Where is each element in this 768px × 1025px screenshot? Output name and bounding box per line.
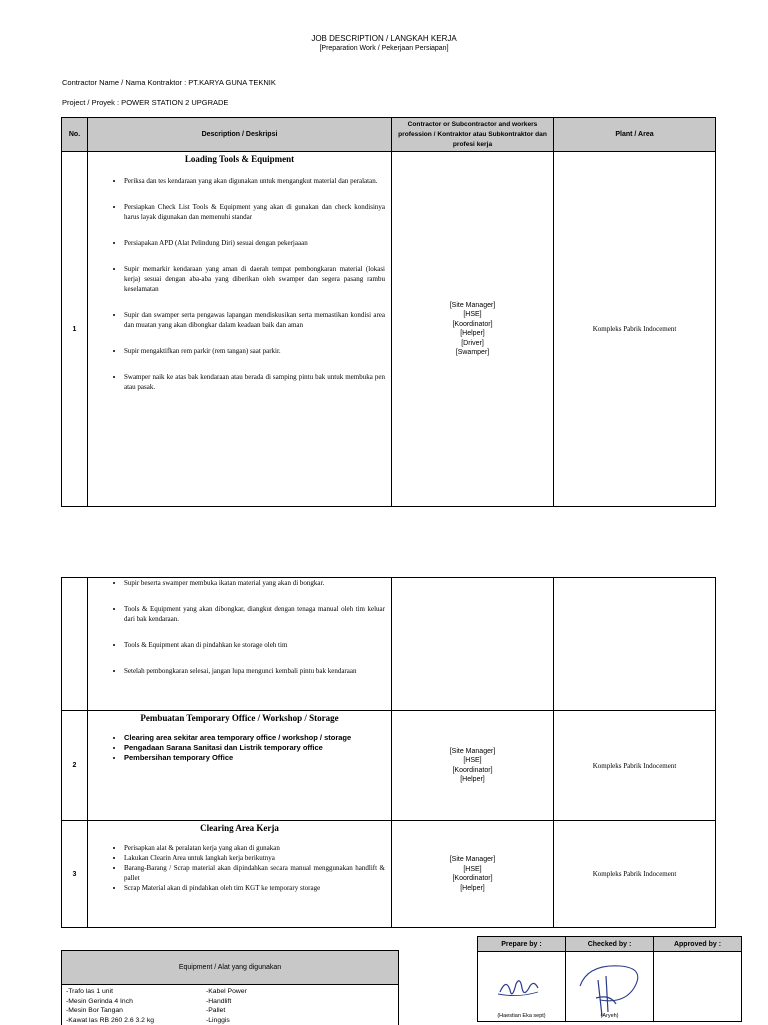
list-item: • Barang-Barang / Scrap material akan dipindahkan secara manual menggunakan handlift & pallet xyxy=(124,863,385,883)
equipment-list-right xyxy=(206,987,247,1025)
job-table xyxy=(61,117,716,507)
approved-signature-cell xyxy=(654,952,742,1022)
row-number: 2 xyxy=(62,711,88,821)
roles-cell xyxy=(392,821,554,928)
role-label: [Koordinator] xyxy=(392,320,553,330)
section-title: Loading Tools & Equipment xyxy=(88,154,391,164)
document-subtitle: [Preparation Work / Pekerjaan Persiapan] xyxy=(0,45,768,52)
plant-cell: Kompleks Pabrik Indocement xyxy=(554,711,716,821)
checked-signer-name: (Aryeh) xyxy=(566,1013,653,1019)
list-item: • Supir dan swamper serta pengawas lapangan mendiskusikan serta memastikan kondisi area dan muatan yang akan dibongkar dalam keadaan baik dan aman xyxy=(124,310,385,330)
prepare-signature xyxy=(478,952,566,1022)
list-item: • Persiapakan APD (Alat Pelindung Diri) sesuai dengan pekerjaaan xyxy=(124,238,385,248)
list-item: • Tools & Equipment akan di pindahkan ke storage oleh tim xyxy=(124,640,385,650)
job-table-continued xyxy=(61,577,716,928)
list-item: • Setelah pembongkaran selesai, jangan lupa mengunci kembali pintu bak kendaraan xyxy=(124,666,385,676)
list-item: • Perisapkan alat & peralatan kerja yang akan di gunakan xyxy=(124,843,385,853)
list-item: • Supir beserta swamper membuka ikatan material yang akan di bongkar. xyxy=(124,578,385,588)
equipment-item: -Pallet xyxy=(206,1006,247,1016)
roles-cell xyxy=(392,152,554,507)
list-item: • Clearing area sekitar area temporary office / workshop / storage xyxy=(124,733,385,743)
prepare-signer-name: (Haestian Eka sept) xyxy=(478,1013,565,1019)
role-label: [Site Manager] xyxy=(392,301,553,311)
approved-by-label: Approved by : xyxy=(654,937,742,952)
signoff-table xyxy=(477,936,742,1022)
contractor-name: Contractor Name / Nama Kontraktor : PT.KARYA GUNA TEKNIK xyxy=(62,78,276,87)
checked-signature-cell xyxy=(566,952,654,1022)
equipment-item: -Handlift xyxy=(206,997,247,1007)
row-number: 3 xyxy=(62,821,88,928)
equipment-item: -Kawat las RB 260 2.6 3.2 kg xyxy=(66,1016,154,1025)
table-row xyxy=(62,711,716,821)
section-title: Pembuatan Temporary Office / Workshop / Storage xyxy=(88,713,391,723)
table-row xyxy=(62,821,716,928)
header-no: No. xyxy=(62,118,88,152)
role-label: [Koordinator] xyxy=(392,766,553,776)
role-label: [Helper] xyxy=(392,329,553,339)
equipment-title: Equipment / Alat yang digunakan xyxy=(62,951,398,985)
list-item: • Supir memarkir kendaraan yang aman di daerah tempat pembongkaran material (lokasi kerja) sesuai dengan aba-aba yang diberikan oleh swamper dan segera pasang rambu keselamatan xyxy=(124,264,385,294)
header-worker: Contractor or Subcontractor and workers profession / Kontraktor atau Subkontraktor dan profesi kerja xyxy=(392,118,554,152)
role-label: [Helper] xyxy=(392,884,553,894)
role-label: [Driver] xyxy=(392,339,553,349)
project-name: Project / Proyek : POWER STATION 2 UPGRADE xyxy=(62,98,228,107)
equipment-item: -Mesin Bor Tangan xyxy=(66,1006,154,1016)
header-plant: Plant / Area xyxy=(554,118,716,152)
role-label: [Site Manager] xyxy=(392,855,553,865)
description-cell xyxy=(88,821,392,928)
description-cell xyxy=(88,711,392,821)
list-item: • Pembersihan temporary Office xyxy=(124,753,385,763)
list-item: • Lakukan Clearin Area untuk langkah kerja berikutnya xyxy=(124,853,385,863)
checked-signature xyxy=(566,952,654,1022)
list-item: • Supir mengaktifkan rem parkir (rem tangan) saat parkir. xyxy=(124,346,385,356)
equipment-item: -Trafo las 1 unit xyxy=(66,987,154,997)
table-row xyxy=(62,578,716,711)
role-label: [Swamper] xyxy=(392,348,553,358)
document-title: JOB DESCRIPTION / LANGKAH KERJA xyxy=(0,34,768,43)
list-item: • Persiapkan Check List Tools & Equipment yang akan di gunakan dan check kondisinya harus layak digunakan dan memenuhi standar xyxy=(124,202,385,222)
checked-by-label: Checked by : xyxy=(566,937,654,952)
list-item: • Swamper naik ke atas bak kendaraan atau berada di samping pintu bak untuk membuka pen atau pasak. xyxy=(124,372,385,392)
equipment-item: -Mesin Gerinda 4 Inch xyxy=(66,997,154,1007)
role-label: [HSE] xyxy=(392,756,553,766)
prepare-by-label: Prepare by : xyxy=(478,937,566,952)
role-label: [Site Manager] xyxy=(392,747,553,757)
equipment-box xyxy=(61,950,399,1025)
equipment-list-left xyxy=(66,987,154,1025)
table-row xyxy=(62,152,716,507)
list-item: • Pengadaan Sarana Sanitasi dan Listrik temporary office xyxy=(124,743,385,753)
plant-cell: Kompleks Pabrik Indocement xyxy=(554,152,716,507)
equipment-item: -Linggis xyxy=(206,1016,247,1025)
role-label: [HSE] xyxy=(392,310,553,320)
equipment-item: -Kabel Power xyxy=(206,987,247,997)
section-title: Clearing Area Kerja xyxy=(88,823,391,833)
plant-cell: Kompleks Pabrik Indocement xyxy=(554,821,716,928)
role-label: [Helper] xyxy=(392,775,553,785)
list-item: • Scrap Material akan di pindahkan oleh tim KGT ke temporary storage xyxy=(124,883,385,893)
role-label: [Koordinator] xyxy=(392,874,553,884)
description-cell xyxy=(88,152,392,507)
description-cell xyxy=(88,578,392,711)
list-item: • Tools & Equipment yang akan dibongkar, diangkut dengan tenaga manual oleh tim keluar dari bak kendaraan. xyxy=(124,604,385,624)
list-item: • Periksa dan tes kendaraan yang akan digunakan untuk mengangkut material dan peralatan. xyxy=(124,176,385,186)
role-label: [HSE] xyxy=(392,865,553,875)
header-description: Description / Deskripsi xyxy=(88,118,392,152)
row-number: 1 xyxy=(62,152,88,507)
prepare-signature-cell xyxy=(478,952,566,1022)
roles-cell xyxy=(392,711,554,821)
